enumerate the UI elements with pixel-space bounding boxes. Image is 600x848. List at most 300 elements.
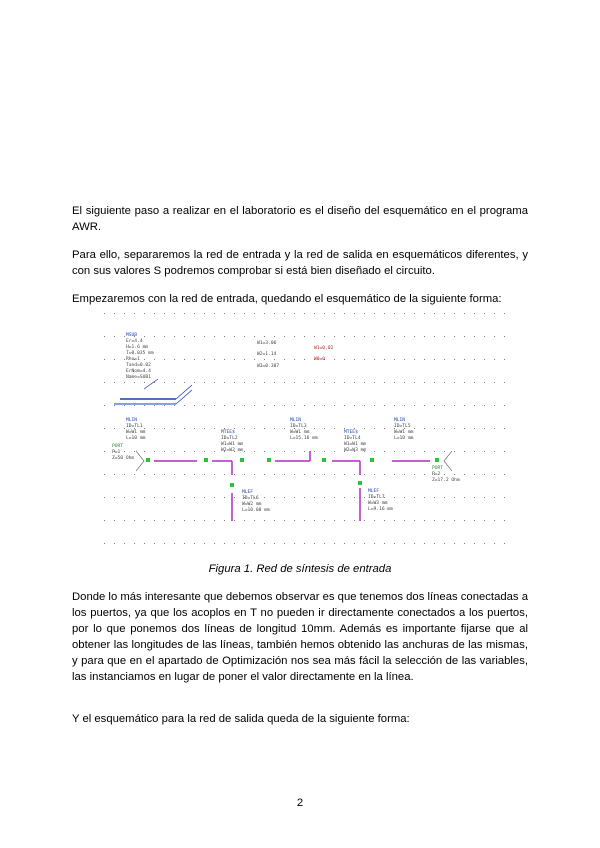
grid-dot (504, 474, 505, 475)
grid-dot (324, 543, 325, 544)
grid-dot (434, 428, 435, 429)
paragraph-intro: El siguiente paso a realizar en el laboratorio es el diseño del esquemático en el programa AWR. (72, 205, 528, 233)
grid-dot (124, 336, 125, 337)
port-2-symbol (444, 451, 452, 471)
grid-dot (294, 405, 295, 406)
grid-dot (304, 382, 305, 383)
grid-dot (194, 336, 195, 337)
grid-dot (274, 497, 275, 498)
grid-dot (174, 451, 175, 452)
grid-dot (314, 543, 315, 544)
port-z: Z=50 Ohm (112, 456, 135, 461)
element-id: ID=TL5 (394, 424, 411, 429)
grid-dot (314, 520, 315, 521)
grid-dot (454, 543, 455, 544)
equation-w2: W2=1.14 (257, 352, 277, 357)
stub-width: W=W3 mm (368, 501, 388, 506)
grid-dot (354, 474, 355, 475)
substrate-name: MSUB (126, 333, 138, 338)
grid-dot (494, 451, 495, 452)
grid-dot (484, 497, 485, 498)
node-markers (146, 458, 439, 487)
grid-dot (224, 428, 225, 429)
grid-dot (234, 313, 235, 314)
element-id: ID=TL3 (290, 424, 307, 429)
figure-caption: Figura 1. Red de síntesis de entrada (208, 563, 392, 575)
grid-dot (364, 382, 365, 383)
grid-dot (374, 474, 375, 475)
grid-dot (154, 543, 155, 544)
grid-dot (184, 336, 185, 337)
grid-dot (224, 474, 225, 475)
equation-w1: W1=3.06 (257, 341, 277, 346)
grid-dot (174, 520, 175, 521)
grid-dot (504, 543, 505, 544)
grid-dot (254, 405, 255, 406)
grid-dot (274, 313, 275, 314)
grid-dot (374, 451, 375, 452)
grid-dot (444, 313, 445, 314)
schematic-figure (92, 305, 510, 550)
grid-dot (264, 405, 265, 406)
grid-dot (404, 474, 405, 475)
grid-dot (464, 405, 465, 406)
grid-dot (394, 359, 395, 360)
node-marker (435, 458, 439, 462)
grid-dot (344, 359, 345, 360)
grid-dot (184, 474, 185, 475)
grid-dot (234, 428, 235, 429)
grid-dot (364, 428, 365, 429)
grid-dot (494, 474, 495, 475)
grid-dot (284, 451, 285, 452)
grid-dot (284, 336, 285, 337)
grid-dot (414, 405, 415, 406)
grid-dot (154, 474, 155, 475)
grid-dot (364, 336, 365, 337)
grid-dot (404, 405, 405, 406)
stub-name: MLEF (242, 490, 254, 495)
grid-dot (414, 474, 415, 475)
grid-dot (484, 474, 485, 475)
grid-dot (154, 497, 155, 498)
grid-dot (394, 520, 395, 521)
grid-dot (424, 497, 425, 498)
grid-dot (424, 474, 425, 475)
grid-dot (494, 313, 495, 314)
grid-dot (224, 382, 225, 383)
grid-dot (324, 405, 325, 406)
grid-dot (104, 313, 105, 314)
grid-dot (424, 382, 425, 383)
grid-dot (124, 382, 125, 383)
page-number: 2 (296, 797, 304, 809)
grid-dot (164, 428, 165, 429)
grid-dot (104, 428, 105, 429)
grid-dot (454, 313, 455, 314)
element-tl1 (126, 417, 146, 441)
grid-dot (164, 474, 165, 475)
grid-dot (444, 405, 445, 406)
grid-dot (434, 313, 435, 314)
grid-dot (294, 382, 295, 383)
equations-block (257, 340, 334, 369)
grid-dot (224, 336, 225, 337)
paragraph-explanation: Donde lo más interesante que debemos observar es que tenemos dos líneas conectadas a los puertos, ya que los acoplos en T no pueden ir directamente conectados a los puertos, por lo que ponemos dos líneas de longitud 10mm. Además es importante fijarse que al obtener las longitudes de las líneas, también hemos obtenido las anchuras de las mismas, y para que en el apartado de Optimización nos sea más fácil la selección de las variables, las instanciamos en lugar de poner el valor directamente en la línea. (72, 591, 528, 683)
grid-dot (244, 382, 245, 383)
element-tl5 (394, 417, 414, 441)
element-width: W1=W1 mm (344, 442, 367, 447)
grid-dot (204, 520, 205, 521)
grid-dot (334, 336, 335, 337)
grid-dot (144, 382, 145, 383)
grid-dot (364, 520, 365, 521)
grid-dot (414, 428, 415, 429)
grid-dot (204, 474, 205, 475)
grid-dot (414, 451, 415, 452)
grid-dot (434, 451, 435, 452)
grid-dot (394, 497, 395, 498)
grid-dot (244, 405, 245, 406)
grid-dot (164, 382, 165, 383)
grid-dot (224, 405, 225, 406)
substrate-block (114, 332, 192, 404)
grid-dot (244, 474, 245, 475)
grid-dot (474, 359, 475, 360)
grid-dot (414, 382, 415, 383)
grid-dot (444, 428, 445, 429)
grid-dot (254, 428, 255, 429)
grid-dot (254, 313, 255, 314)
grid-dot (124, 313, 125, 314)
grid-dot (224, 520, 225, 521)
grid-dot (304, 359, 305, 360)
grid-dot (484, 543, 485, 544)
grid-dot (294, 359, 295, 360)
grid-dot (194, 405, 195, 406)
grid-dot (214, 359, 215, 360)
element-id: ID=TL4 (344, 436, 361, 441)
port-1-label (112, 443, 134, 461)
grid-dot (374, 520, 375, 521)
grid-dot (314, 336, 315, 337)
grid-dot (284, 428, 285, 429)
substrate-symbol-line (144, 379, 158, 389)
paragraph-input-network: Empezaremos con la red de entrada, quedando el esquemático de la siguiente forma: (72, 293, 502, 305)
node-marker (230, 483, 234, 487)
grid-dot (374, 382, 375, 383)
element-name: MLIN (126, 418, 138, 423)
grid-dot (484, 336, 485, 337)
grid-dot (204, 451, 205, 452)
grid-dot (494, 359, 495, 360)
grid-dot (314, 497, 315, 498)
grid-dot (444, 520, 445, 521)
grid-dot (494, 497, 495, 498)
grid-dot (454, 520, 455, 521)
stub-length: L=10.08 mm (242, 508, 270, 513)
grid-dot (304, 313, 305, 314)
grid-dot (384, 359, 385, 360)
grid-dot (454, 405, 455, 406)
grid-dot (164, 451, 165, 452)
element-width: W1=W1 mm (221, 442, 244, 447)
grid-dot (494, 543, 495, 544)
grid-dot (444, 451, 445, 452)
grid-dot (164, 520, 165, 521)
grid-dot (334, 359, 335, 360)
grid-dot (444, 543, 445, 544)
grid-dot (484, 451, 485, 452)
grid-dot (174, 474, 175, 475)
grid-dot (284, 543, 285, 544)
grid-dot (424, 313, 425, 314)
grid-dot (334, 543, 335, 544)
substrate-line-5: Tand=0.02 (126, 363, 151, 368)
grid-dot (234, 474, 235, 475)
grid-dot (424, 336, 425, 337)
grid-dot (484, 382, 485, 383)
stub-id: ID=TL7 (368, 495, 385, 500)
grid-dot (354, 382, 355, 383)
grid-dot (454, 382, 455, 383)
grid-dot (214, 405, 215, 406)
grid-dot (134, 313, 135, 314)
grid-dot (484, 428, 485, 429)
grid-dot (184, 405, 185, 406)
grid-dot (164, 543, 165, 544)
grid-dot (304, 405, 305, 406)
grid-dot (124, 405, 125, 406)
port-name: PORT (112, 444, 124, 449)
grid-dot (304, 520, 305, 521)
grid-dot (204, 497, 205, 498)
grid-dot (344, 520, 345, 521)
node-marker (322, 458, 326, 462)
grid-dot (334, 474, 335, 475)
grid-dot (354, 428, 355, 429)
grid-dot (504, 451, 505, 452)
grid-dot (504, 405, 505, 406)
grid-dot (424, 543, 425, 544)
grid-dot (104, 520, 105, 521)
grid-dot (384, 474, 385, 475)
grid-dot (284, 405, 285, 406)
grid-dot (134, 543, 135, 544)
stub-width: W=W2 mm (242, 502, 262, 507)
grid-dot (504, 497, 505, 498)
grid-dot (204, 382, 205, 383)
grid-dot (264, 543, 265, 544)
grid-dot (224, 313, 225, 314)
grid-dot (324, 451, 325, 452)
grid-dot (454, 359, 455, 360)
grid-dot (194, 474, 195, 475)
grid-dot (234, 543, 235, 544)
grid-dot (104, 336, 105, 337)
grid-dot (154, 428, 155, 429)
grid-dot (264, 336, 265, 337)
grid-dot (334, 405, 335, 406)
grid-dot (424, 405, 425, 406)
grid-dot (274, 474, 275, 475)
grid-dot (254, 543, 255, 544)
grid-dot (464, 497, 465, 498)
grid-dot (504, 336, 505, 337)
grid-dot (194, 497, 195, 498)
element-id: ID=TL1 (126, 424, 143, 429)
grid-dot (504, 428, 505, 429)
substrate-line-7: Name=SUB1 (126, 375, 151, 380)
paragraph-separation: Para ello, separaremos la red de entrada y la red de salida en esquemáticos diferentes, y con sus valores S podremos comprobar si está bien diseñado el circuito. (72, 249, 528, 277)
grid-dot (364, 359, 365, 360)
grid-dot (334, 313, 335, 314)
grid-dot (174, 543, 175, 544)
grid-dot (264, 313, 265, 314)
grid-dot (124, 451, 125, 452)
grid-dot (144, 451, 145, 452)
substrate-line-4: Rho=1 (126, 357, 140, 362)
global-var-l: W0=0 (314, 357, 326, 362)
element-tl2 (221, 429, 243, 453)
grid-dot (204, 428, 205, 429)
grid-dot (104, 382, 105, 383)
grid-dot (234, 405, 235, 406)
grid-dot (384, 543, 385, 544)
grid-dot (374, 405, 375, 406)
grid-dot (374, 428, 375, 429)
grid-dot (104, 474, 105, 475)
grid-dot (384, 313, 385, 314)
grid-dot (364, 543, 365, 544)
grid-dot (474, 382, 475, 383)
grid-dot (264, 520, 265, 521)
grid-dot (484, 313, 485, 314)
grid-dot (324, 428, 325, 429)
grid-dot (304, 451, 305, 452)
grid-dot (434, 543, 435, 544)
grid-dot (504, 520, 505, 521)
grid-dot (194, 451, 195, 452)
grid-dot (254, 336, 255, 337)
grid-dot (254, 382, 255, 383)
grid-dot (294, 313, 295, 314)
grid-dot (344, 497, 345, 498)
grid-dot (314, 428, 315, 429)
grid-dot (354, 497, 355, 498)
grid-dot (374, 336, 375, 337)
grid-dot (174, 359, 175, 360)
grid-dot (104, 451, 105, 452)
grid-dot (414, 520, 415, 521)
equation-w3: W3=0.387 (257, 364, 280, 369)
grid-dot (104, 543, 105, 544)
grid-dot (464, 382, 465, 383)
grid-dot (314, 313, 315, 314)
element-id: ID=TL2 (221, 436, 238, 441)
grid-dot (274, 428, 275, 429)
grid-dot (464, 428, 465, 429)
grid-dot (414, 336, 415, 337)
grid-dot (144, 497, 145, 498)
grid-dot (394, 474, 395, 475)
grid-dot (434, 336, 435, 337)
grid-dot (114, 313, 115, 314)
grid-dot (464, 451, 465, 452)
grid-dot (144, 359, 145, 360)
grid-dot (474, 428, 475, 429)
grid-dot (324, 336, 325, 337)
element-tl3 (290, 417, 318, 441)
grid-dot (114, 474, 115, 475)
grid-dot (114, 520, 115, 521)
grid-dot (324, 497, 325, 498)
grid-dot (164, 497, 165, 498)
grid-dot (474, 474, 475, 475)
element-width: W=W1 mm (290, 430, 310, 435)
grid-dot (144, 313, 145, 314)
grid-dot (374, 313, 375, 314)
grid-dot (154, 359, 155, 360)
grid-dot (334, 428, 335, 429)
grid-dot (254, 451, 255, 452)
grid-dot (404, 451, 405, 452)
grid-dot (304, 336, 305, 337)
grid-dot (434, 497, 435, 498)
grid-dot (404, 497, 405, 498)
grid-dot (494, 520, 495, 521)
element-width: W=W1 mm (394, 430, 414, 435)
grid-dot (464, 359, 465, 360)
global-var-w: W1=0.02 (314, 346, 334, 351)
node-marker (358, 481, 362, 485)
grid-dot (154, 405, 155, 406)
grid-dot (284, 359, 285, 360)
grid-dot (424, 451, 425, 452)
grid-dot (414, 497, 415, 498)
grid-dot (294, 474, 295, 475)
grid-dot (444, 359, 445, 360)
grid-dot (484, 405, 485, 406)
stub-name: MLEF (368, 489, 380, 494)
grid-dot (324, 520, 325, 521)
grid-dot (354, 359, 355, 360)
grid-dot (434, 359, 435, 360)
grid-dot (244, 359, 245, 360)
node-marker (370, 458, 374, 462)
grid-dot (274, 520, 275, 521)
grid-dot (214, 382, 215, 383)
element-name: MLIN (394, 418, 406, 423)
grid-dot (464, 520, 465, 521)
grid-dot (364, 313, 365, 314)
grid-dot (124, 497, 125, 498)
grid-dot (174, 382, 175, 383)
substrate-line-2: H=1.6 mm (126, 345, 149, 350)
grid-dot (274, 405, 275, 406)
grid-dot (234, 497, 235, 498)
grid-dot (354, 313, 355, 314)
grid-dot (404, 336, 405, 337)
grid-dot (104, 497, 105, 498)
grid-dot (344, 382, 345, 383)
element-length: L=10 mm (126, 436, 146, 441)
element-length: W2=W3 mm (344, 448, 367, 453)
grid-dot (144, 474, 145, 475)
grid-dot (454, 336, 455, 337)
grid-dot (174, 313, 175, 314)
grid-dot (374, 543, 375, 544)
